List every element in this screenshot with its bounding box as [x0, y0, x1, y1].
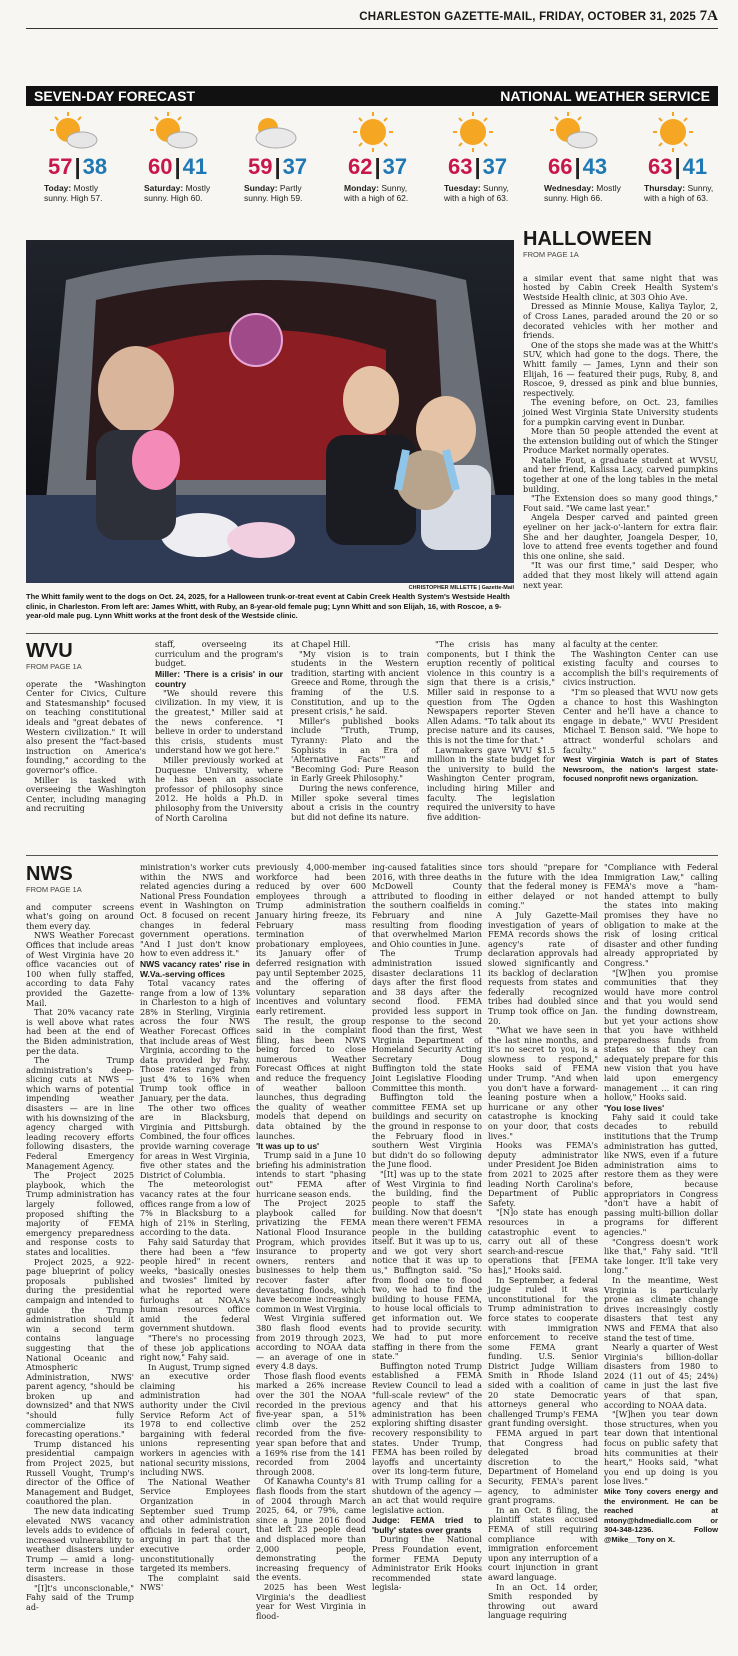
nws-story-col3	[256, 863, 366, 1621]
paragraph: In the meantime, West Virginia is particularly prone as climate change drives increasingly costly disasters that test any NWS and FEMA that also stand the test of time.	[604, 1274, 718, 1343]
temperature-pair	[448, 154, 507, 180]
story-headline: WVU	[26, 640, 73, 662]
wvu-story-col4	[427, 640, 555, 822]
temperature-pair	[148, 154, 207, 180]
low-temp: 37	[482, 154, 508, 179]
paragraph: Fahy said it could take decades to rebuild institutions that the Trump administration has gutted, like NWS, even if a future administration aims to restore them as they were before, because appropriators in Congress "don't have a habit of passing multi-billion dollar programs for different agencies."	[604, 1111, 718, 1237]
paragraph: Buffington told the committee FEMA set up buildings and security on the ground in response to the February flood in southern West Virginia but didn't do so following the June flood.	[372, 1092, 482, 1170]
low-temp: 41	[682, 154, 708, 179]
partly-cloudy-icon	[246, 110, 300, 154]
paragraph: During the news conference, Miller spoke several times about a crisis in the country but did not define its nature.	[291, 782, 419, 822]
forecast-day	[526, 108, 620, 218]
paragraph: That 20% vacancy rate is well above what rates had been at the end of the Biden administration, per the data.	[26, 1007, 134, 1056]
temperature-pair	[648, 154, 707, 180]
paragraph: ing-caused fatalities since 2016, with three deaths in McDowell County attributed to flooding in the southern coalfields in February and nine resulting from flooding that overwhelmed Marion and Ohio counties in June.	[372, 862, 482, 949]
temp-separator: |	[174, 154, 181, 179]
low-temp: 37	[382, 154, 408, 179]
halloween-story	[523, 228, 718, 590]
paragraph: NWS Weather Forecast Offices that include areas of West Virginia have 20 office vacancies out of 100 when fully staffed, according to data Fahy provided the Gazette-Mail.	[26, 930, 134, 1008]
nws-story-col6	[604, 863, 718, 1544]
day-name: Saturday:	[144, 183, 184, 193]
subheading: NWS vacancy rates' rise in W.Va.-serving offices	[140, 958, 250, 979]
nws-story-col2	[140, 863, 250, 1593]
high-temp: 59	[248, 154, 273, 179]
paragraph: During the National Press Foundation event, former FEMA Deputy Administrator Erik Hooks recommended state legisla-	[372, 1534, 482, 1593]
subheading: Judge: FEMA tried to 'bully' states over grants	[372, 1515, 482, 1536]
paragraph: Angela Desper carved and painted green eyeliner on her jack-o'-lantern for extra flair. She and her daughter, Joangela Desper, 10, love to attend free events together and found this one online, she said.	[523, 512, 718, 561]
subheading: Miller: 'There is a crisis' in our country	[155, 668, 283, 689]
high-temp: 57	[48, 154, 73, 179]
wvu-story-col3	[291, 640, 419, 822]
temperature-pair	[548, 154, 607, 180]
temp-separator: |	[274, 154, 281, 179]
paragraph: previously 4,000-member workforce had been reduced by over 600 employees through a Trump administration January hiring freeze, its February mass termination of probationary employees, its January offer of deferred resignation with pay until September 2025, and the offering of voluntary separation incentives and voluntary early retirement.	[256, 862, 366, 1016]
forecast-description	[144, 183, 224, 203]
paragraph: "[W]hen you tear down those structures, when you tear down that intentional focus on public safety that hits communities at their heart," Hooks said, "what you end up doing is you lose lives."	[604, 1409, 718, 1487]
paragraph: staff, overseeing its curriculum and the program's budget.	[155, 639, 283, 669]
day-name: Wednesday:	[544, 183, 594, 193]
forecast-day	[226, 108, 320, 218]
sun-icon	[646, 110, 700, 154]
forecast-description	[444, 183, 524, 203]
forecast-text: Sunny, with a high of 63.	[644, 183, 714, 203]
paragraph: "[I]t's unconscionable," Fahy said of the Trump ad-	[26, 1582, 134, 1612]
high-temp: 62	[348, 154, 373, 179]
subheading: 'You lose lives'	[604, 1102, 665, 1113]
author-tagline: Mike Tony covers energy and the environment. He can be reached at mtony@hdmediallc.com or 304-348-1236. Follow @Mike__Tony on X.	[604, 1487, 718, 1544]
jump-line: FROM PAGE 1A	[26, 662, 82, 671]
day-name: Today:	[44, 183, 72, 193]
paragraph: "The Extension does so many good things," Fout said. "We came last year."	[523, 493, 718, 513]
low-temp: 41	[182, 154, 208, 179]
paragraph: operate the "Washington Center for Civics, Culture and Statesmanship" focused on teaching constitutional ideals and "great debates of Western civilization." It will also present the "fact-based instruction on America's founding," according to the governor's office.	[26, 678, 146, 775]
temperature-pair	[348, 154, 407, 180]
nws-story-col5	[488, 863, 598, 1621]
halloween-photo	[26, 240, 514, 583]
jump-line: FROM PAGE 1A	[523, 250, 579, 259]
paragraph: "It was our first time," said Desper, who added that they most likely will attend again next year.	[523, 560, 718, 590]
subheading: 'It was up to us'	[256, 1141, 320, 1152]
section-divider	[26, 855, 718, 856]
sun-icon	[346, 110, 400, 154]
paragraph: Natalie Fout, a graduate student at WVSU, and her friend, Kalissa Lacy, carved pumpkins together at one of the long tables in the metal building.	[523, 454, 718, 494]
author-tagline: West Virginia Watch is part of States Newsroom, the nation's largest state-focused nonprofit news organization.	[563, 755, 718, 784]
paragraph: Total vacancy rates range from a low of 13% in Charleston to a high of 28% in Sterling, Virginia across the four NWS Weather Forecast Offices that include areas of West Virginia, according to the data provided by Fahy. Those rates ranged from just 4% to 16% when Trump took office in January, per the data.	[140, 977, 250, 1104]
paragraph: The evening before, on Oct. 23, families joined West Virginia State University students for a pumpkin carving event in Dunbar.	[523, 397, 718, 427]
forecast-day	[126, 108, 220, 218]
paragraph: In an Oct. 14 order, Smith responded by throwing out award language requiring	[488, 1581, 598, 1621]
paragraph: "[W]hen you promise communities that they would have more control and that you would send the funding downstream, but yet your actions show that you have withheld preparedness funds from states so that they can adequately prepare for this new vision that you have laid upon emergency management … it can ring hollow," Hooks said.	[604, 967, 718, 1103]
forecast-strip	[26, 108, 718, 218]
wvu-story-col5	[563, 640, 718, 784]
temp-separator: |	[474, 154, 481, 179]
forecast-title: SEVEN-DAY FORECAST	[34, 88, 196, 104]
page-header	[26, 8, 718, 29]
high-temp: 63	[648, 154, 673, 179]
paragraph: Of Kanawha County's 81 flash floods from the start of 2004 through March 2025, 64, or 79%, came since a June 2016 flood that left 23 people dead and displaced more than 2,000 people, demonstrating the increasing frequency of the events.	[256, 1476, 366, 1583]
sun-cloud-icon	[46, 110, 100, 154]
wvu-story-col1	[26, 640, 146, 814]
forecast-bar	[26, 86, 718, 106]
day-name: Tuesday:	[444, 183, 481, 193]
temperature-pair	[248, 154, 307, 180]
sun-cloud-icon	[146, 110, 200, 154]
story-headline: NWS	[26, 863, 73, 885]
weather-service-label: NATIONAL WEATHER SERVICE	[500, 88, 710, 104]
paragraph: In August, Trump signed an executive order claiming his administration had authority under the Civil Service Reform Act of 1978 to end collective bargaining with federal unions representing workers in agencies with national security missions, including NWS.	[140, 1361, 251, 1478]
low-temp: 43	[582, 154, 608, 179]
forecast-day	[26, 108, 120, 218]
page-number: 7A	[699, 8, 718, 24]
paragraph: Project 2025, a 922-page blueprint of policy proposals published during the presidential campaign and intended to guide the Trump administration should it win a second term contains language suggesting that the National Oceanic and Atmospheric Administration, NWS' parent agency, "should be broken up and downsized" and that NWS "should fully commercialize its forecasting operations."	[26, 1256, 134, 1440]
forecast-description	[544, 183, 624, 203]
paragraph: Miller's published books include "Truth, Trump, Tyranny: Plato and the Sophists in an Era of 'Alternative Facts'" and "Becoming God: Pure Reason in Early Greek Philosophy."	[291, 715, 419, 784]
paragraph: The Project 2025 playbook called for privatizing the FEMA National Flood Insurance Program, which provides insurance to property owners, renters and businesses to help them recover faster after devastating floods, which have become increasingly common in West Virginia.	[256, 1198, 366, 1314]
high-temp: 66	[548, 154, 573, 179]
paragraph: "Compliance with Federal Immigration Law," calling FEMA's move a "ham-handed attempt to bully the states into making promises they have no obligation to make at the risk of losing critical disaster and other funding already appropriated by Congress."	[604, 862, 718, 968]
paragraph: "We should revere this civilization. In my view, it is the greatest," Miller said at the news conference. "I believe in order to understand this crisis, students must understand how we got here."	[155, 687, 283, 756]
sun-icon	[446, 110, 500, 154]
forecast-day	[626, 108, 720, 218]
forecast-text: Mostly sunny. High 60.	[144, 183, 211, 203]
trunk-or-treat-illustration	[26, 240, 514, 583]
forecast-text: Mostly sunny. High 57.	[44, 183, 103, 203]
paragraph: Those flash flood events marked a 26% increase over the 301 the NOAA recorded in the previous five-year span, a 51% climb over the 252 recorded from the five-year span before that and a 169% rise from the 141 recorded from 2004 through 2008.	[256, 1370, 366, 1477]
photo-caption: The Whitt family went to the dogs on Oct. 24, 2025, for a Halloween trunk-or-treat event at Cabin Creek Health System's Westside Health clinic, in Charleston. From left are: James Whitt, with Ruby, an 8-year-old female pug; Lynn Whitt and son Elijah, 16, with Roscoe, a 9-year-old male pug. Lynn Whitt works at the front desk of the Westside clinic.	[26, 592, 510, 620]
forecast-text: Sunny, with a high of 62.	[344, 183, 409, 203]
paragraph: Miller previously worked at Duquesne University, where he has been an associate professor of philosophy since 2012. He holds a Ph.D. in philosophy from the University of North Carolina	[155, 754, 283, 823]
paragraph: Trump distanced his presidential campaign from Project 2025, but Russell Vought, Trump's director of the Office of Management and Budget, coauthored the plan.	[26, 1438, 134, 1507]
paragraph: West Virginia suffered 380 flash flood events from 2019 through 2023, according to NOAA data — an average of one in every 4.8 days.	[256, 1313, 366, 1372]
nws-story-col4	[372, 863, 482, 1593]
low-temp: 38	[82, 154, 108, 179]
paragraph: In an Oct. 8 filing, the plaintiff states accused FEMA of still requiring compliance with immigration enforcement upon any interruption of a court injunction in grant award language.	[488, 1504, 598, 1582]
paragraph: ministration's worker cuts within the NWS and related agencies during a National Press Foundation event in Washington on Oct. 8 focused on recent changes in federal government operations. "And I just don't know how to even address it."	[140, 862, 250, 959]
paragraph: A July Gazette-Mail investigation of years of FEMA records shows the agency's rate of declaration approvals had slowed significantly and its backlog of declaration requests from states and federally recognized tribes had doubled since Trump took office on Jan. 20.	[488, 909, 598, 1026]
paragraph: The National Weather Service Employees Organization in September sued Trump and other administration officials in federal court, arguing in part that the executive order unconstitutionally targeted its members.	[140, 1476, 250, 1574]
paragraph: at Chapel Hill.	[291, 639, 351, 649]
paragraph: One of the stops she made was at the Whitt's SUV, which had gone to the dogs. There, the Whitt family — James, Lynn and their son Elijah, 16 — featured their pugs, Ruby, 8, and Roscoe, 9, dressed as pink and blue bunnies, respectively.	[523, 339, 718, 398]
paragraph: "[N]o state has enough resources in a catastrophic event to carry out all of these search-and-rescue operations that [FEMA has]," Hooks said.	[488, 1207, 598, 1275]
high-temp: 63	[448, 154, 473, 179]
wvu-story-col2	[155, 640, 283, 823]
forecast-day	[426, 108, 520, 218]
forecast-description	[244, 183, 324, 203]
paragraph: The complaint said NWS'	[140, 1572, 250, 1593]
paragraph: Trump said in a June 10 briefing his administration intends to start "phasing out" FEMA after hurricane season ends.	[256, 1150, 366, 1199]
forecast-text: Mostly sunny. High 66.	[544, 183, 621, 203]
temp-separator: |	[74, 154, 81, 179]
paragraph: More than 50 people attended the event at the extension building out of which the Stinger Produce Market normally operates.	[523, 426, 718, 456]
low-temp: 37	[282, 154, 308, 179]
paragraph: The Trump administration issued disaster declarations 11 days after the first flood and 38 days after the second flood. FEMA provided less support in response to the second flood than the first, West Virginia Department of Homeland Security Acting Secretary Doug Buffington told the state Joint Legislative Flooding Committee this month.	[372, 948, 482, 1093]
paragraph: Buffington noted Trump established a FEMA Review Council to lead a "full-scale review" of the agency and that his administration has been exploring shifting disaster recovery responsibility to states. Under Trump, FEMA has been roiled by layoffs and uncertainty over its long-term future, with Trump calling for a shutdown of the agency — an act that would require legislative action.	[372, 1360, 482, 1515]
paragraph: and computer screens what's going on around them every day.	[26, 901, 134, 931]
temp-separator: |	[374, 154, 381, 179]
paragraph: "What we have seen in the last nine months, and it's no secret to you, is a slowness to respond," Hooks said of FEMA under Trump. "And when you don't have a forward-leaning posture when a hurricane or any other catastrophe is knocking on your door, that costs lives."	[488, 1025, 598, 1141]
high-temp: 60	[148, 154, 173, 179]
jump-line: FROM PAGE 1A	[26, 885, 82, 894]
paragraph: FEMA argued in part that Congress had delegated broad discretion to the Department of Homeland Security, FEMA's parent agency, to administer grant programs.	[488, 1428, 598, 1506]
section-divider	[26, 633, 718, 634]
day-name: Sunday:	[244, 183, 278, 193]
paragraph: The other two offices are in Blacksburg, Virginia and Pittsburgh. Combined, the four offices provide warning coverage for areas in West Virginia, five other states and the District of Columbia.	[140, 1102, 250, 1180]
sun-cloud-icon	[546, 110, 600, 154]
paragraph: a similar event that same night that was hosted by Cabin Creek Health System's Westside Health clinic, at 303 Ohio Ave.	[523, 272, 718, 302]
day-name: Monday:	[344, 183, 379, 193]
nws-story-col1	[26, 863, 134, 1613]
temp-separator: |	[574, 154, 581, 179]
forecast-day	[326, 108, 420, 218]
paragraph: "There's no processing of these job applications right now," Fahy said.	[140, 1332, 250, 1363]
paragraph: In September, a federal judge ruled it was unconstitutional for the Trump administration to force states to cooperate with immigration enforcement to receive some FEMA grant funding. U.S. Senior District Judge William Smith in Rhode Island sided with a coalition of 20 state Democratic attorneys general who challenged Trump's FEMA grant funding oversight.	[488, 1274, 598, 1429]
story-headline: HALLOWEEN	[523, 228, 652, 250]
paragraph: Dressed as Minnie Mouse, Kaliya Taylor, 2, of Cross Lanes, paraded around the 20 or so decorated vehicles with her mother and friends.	[523, 301, 718, 341]
paragraph: The new data indicating elevated NWS vacancy levels adds to evidence of increased vulnerability to weather disasters under Trump — amid a long-term increase in those disasters.	[26, 1506, 134, 1584]
paragraph: 2025 has been West Virginia's the deadliest year for West Virginia in flood-	[256, 1581, 366, 1621]
masthead-line: CHARLESTON GAZETTE-MAIL, FRIDAY, OCTOBER 31, 2025	[359, 11, 696, 23]
paragraph: The meteorologist vacancy rates at the four offices range from a low of 7% in Blacksburg to a high of 21% in Sterling, according to the data.	[140, 1179, 250, 1238]
paragraph: "Congress doesn't work like that," Fahy said. "It'll take longer. It'll take very long."	[604, 1236, 718, 1276]
paragraph: "The crisis has many components, but I think the eruption recently of political violence in this country is a sign that there is a crisis," Miller said in response to a question from The Ogden Newspapers reporter Steven Allen Adams. "To talk about its precise nature and its causes, this is not the time for that."	[427, 639, 555, 745]
day-name: Thursday:	[644, 183, 686, 193]
paragraph: "My vision is to train students in the Western tradition, starting with ancient Greece and Rome, through the framing of the U.S. Constitution, and up to the present crisis," he said.	[291, 648, 419, 717]
forecast-description	[344, 183, 424, 203]
forecast-description	[44, 183, 124, 203]
paragraph: "[It] was up to the state of West Virginia to find the building, find the people to staff the building. Now that doesn't mean there weren't FEMA people in the building itself. But it was up to us, and we got very short notice that it was up to us," Buffington said. "So from flood one to flood two, we had to find the building to house FEMA, to house local officials to get information out. We had to provide security. We had to put more staffing in there from the state."	[372, 1169, 482, 1362]
paragraph: Lawmakers gave WVU $1.5 million in the state budget for the university to build the Washington Center program, including hiring Miller and faculty. The legislation required the university to have five addition-	[427, 744, 555, 822]
paragraph: The result, the group said in the complaint filing, has been NWS being forced to close numerous Weather Forecast Offices at night and reduce the frequency of weather balloon launches, thus degrading the quality of weather models that depend on data obtained by the launches.	[256, 1015, 366, 1141]
temp-separator: |	[674, 154, 681, 179]
paragraph: The Trump administration's deep-slicing cuts at NWS — which warns of potential impending weather disasters — are in line with his downsizing of the agency charged with leading recovery efforts following disasters, the Federal Emergency Management Agency.	[26, 1055, 134, 1171]
forecast-text: Sunny, with a high of 63.	[444, 183, 509, 203]
photo-credit: CHRISTOPHER MILLETTE | Gazette-Mail	[408, 585, 514, 591]
paragraph: al faculty at the center.	[563, 639, 659, 649]
paragraph: Nearly a quarter of West Virginia's billion-dollar disasters from 1980 to 2024 (11 out of 45; 24%) came in just the last five years of that span, according to NOAA data.	[604, 1342, 718, 1410]
paragraph: The Washington Center can use existing faculty and courses to accomplish the bill's requirements of civics instruction.	[563, 648, 718, 688]
paragraph: The Project 2025 playbook, which the Trump administration has largely followed, proposed shifting the majority of FEMA emergency preparedness and response costs to states and localities.	[26, 1170, 134, 1257]
paragraph: "I'm so pleased that WVU now gets a chance to host this Washington Center and he'll have a chance to engage in debate," WVU President Michael T. Benson said. "We hope to attract wonderful scholars and faculty."	[563, 686, 718, 755]
paragraph: Hooks was FEMA's deputy administrator under President Joe Biden from 2021 to 2025 after leading North Carolina's Department of Public Safety.	[488, 1140, 598, 1208]
paragraph: Fahy said Saturday that there had been a "few people hired" in recent weeks, "basically onesies and twosies" limited by what he reported were furloughs at NOAA's human resources office amid the federal government shutdown.	[140, 1236, 250, 1334]
paragraph: Miller is tasked with overseeing the Washington Center, including managing and recruiting	[26, 774, 146, 814]
forecast-text: Partly sunny. High 59.	[244, 183, 303, 203]
temperature-pair	[48, 154, 107, 180]
forecast-description	[644, 183, 724, 203]
paragraph: tors should "prepare for the future with the idea that the federal money is either delayed or not coming."	[488, 862, 598, 911]
